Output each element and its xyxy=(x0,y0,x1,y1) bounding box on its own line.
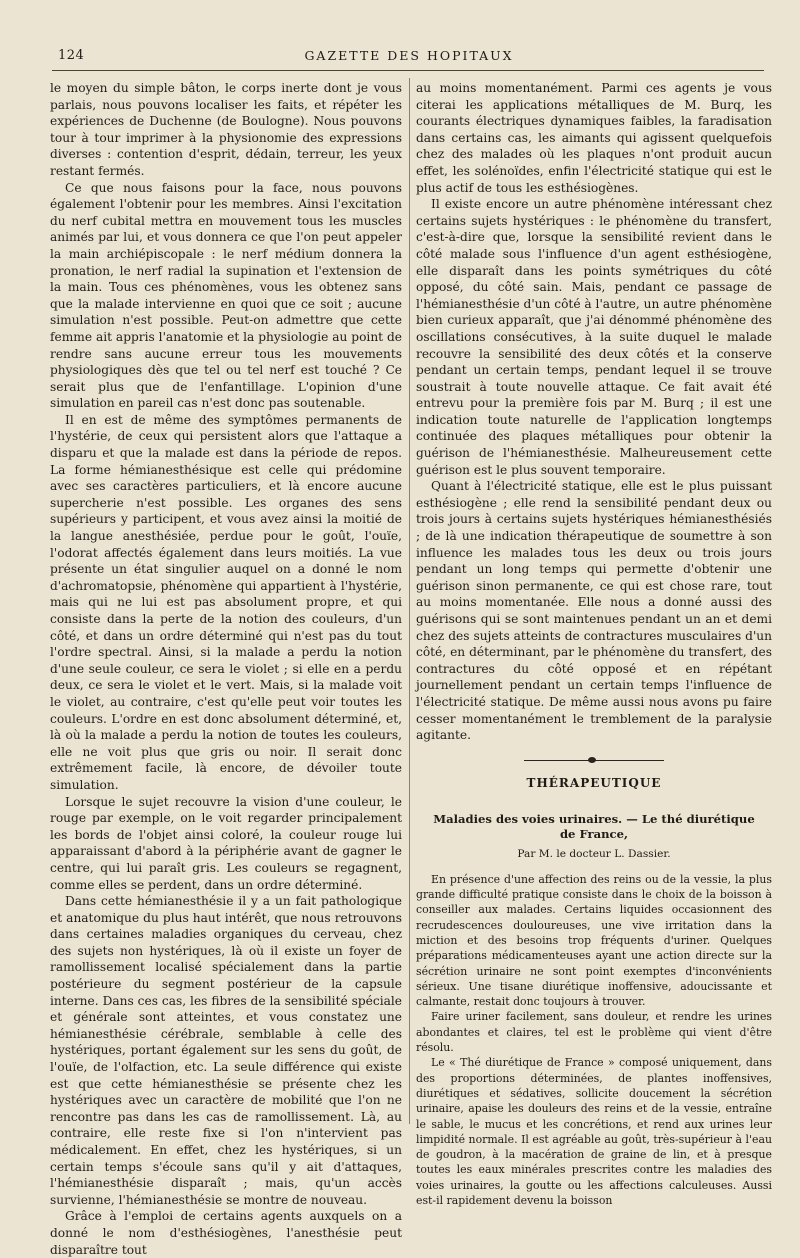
paragraph: Lorsque le sujet recouvre la vision d'une couleur, le rouge par exemple, on le voit regarder principalement les bords de l'objet ainsi coloré, la couleur rouge lui apparaissant d'abord à la périphérie avant de gagner le centre, qui lui paraît gris. Les couleurs se regagnent, comme elles se perdent, dans un ordre déterminé. xyxy=(50,794,402,892)
column-divider xyxy=(409,78,410,1124)
separator-ornament xyxy=(588,757,596,763)
therapeutics-article xyxy=(416,872,772,1209)
right-column xyxy=(416,80,772,1208)
paragraph: Il en est de même des symptômes permanents de l'hystérie, de ceux qui persistent alors que l'attaque a disparu et que la malade est dans la période de repos. La forme hémianesthésique est celle qui prédomine avec ses caractères particuliers, et là encore aucune supercherie n'est possible. Les organes des sens supérieurs y participent, et vous avez ainsi la moitié de la langue anesthésiée, perdue pour le goût, l'ouïe, l'odorat affectés également dans leurs moitiés. La vue présente un état singulier auquel on a donné le nom d'achromatopsie, phénomène qui appartient à l'hystérie, mais qui ne lui est pas absolument propre, et qui consiste dans la perte de la notion des couleurs, d'un côté, et dans un ordre déterminé qui n'est pas du tout l'ordre spectral. Ainsi, si la malade a perdu la notion d'une seule couleur, ce sera le violet ; si elle en a perdu deux, ce sera le violet et le vert. Mais, si la malade voit le violet, au contraire, c'est qu'elle peut voir toutes les couleurs. L'ordre en est donc absolument déterminé, et, là où la malade a perdu la notion de toutes les couleurs, elle ne voit plus que gris ou noir. Il serait donc extrêmement facile, là encore, de dévoiler toute simulation. xyxy=(50,412,402,792)
article-title-line: Maladies des voies urinaires. — Le thé diurétique xyxy=(433,811,755,826)
continued-article xyxy=(416,80,772,744)
page-number: 124 xyxy=(58,48,85,63)
journal-title: GAZETTE DES HOPITAUX xyxy=(304,48,514,63)
paragraph: au moins momentanément. Parmi ces agents je vous citerai les applications métalliques de M. Burq, les courants électriques dynamiques faibles, la faradisation dans certains cas, les aimants qui agissent quelquefois chez des malades où les plaques n'ont produit aucun effet, les solénoïdes, enfin l'électricité statique qui est le plus actif de tous les esthésiogènes. xyxy=(416,81,772,195)
article-byline: Par M. le docteur L. Dassier. xyxy=(517,847,671,860)
paragraph: En présence d'une affection des reins ou de la vessie, la plus grande difficulté pratique consiste dans le choix de la boisson à conseiller aux malades. Certains liquides occasionnent des recrudescences douloureuses, une vive irritation dans la miction et des besoins trop fréquents d'uriner. Quelques préparations médicamenteuses ayant une action directe sur la sécrétion urinaire ne sont point exemptes d'inconvénients sérieux. Une tisane diurétique inoffensive, adoucissante et calmante, restait donc toujours à trouver. xyxy=(416,872,772,1009)
section-separator xyxy=(524,758,664,764)
paragraph: Faire uriner facilement, sans douleur, et rendre les urines abondantes et claires, tel est le problème qui vient d'être résolu. xyxy=(416,1010,772,1055)
paragraph: Grâce à l'emploi de certains agents auxquels on a donné le nom d'esthésiogènes, l'anesthésie peut disparaître tout xyxy=(50,1209,402,1257)
header-rule xyxy=(52,70,764,71)
article-title-line: de France, xyxy=(559,826,629,841)
paragraph: Ce que nous faisons pour la face, nous pouvons également l'obtenir pour les membres. Ainsi l'excitation du nerf cubital mettra en mouvement tous les muscles animés par lui, et vous donnera ce que l'on peut appeler la main archiépiscopale : le nerf médium donnera la pronation, le nerf radial la supination et l'extension de la main. Tous ces phénomènes, vous les obtenez sans que la malade intervienne en quoi que ce soit ; aucune simulation n'est possible. Peut-on admettre que cette femme ait appris l'anatomie et la physiologie au point de rendre sans aucune erreur tous les mouvements physiologiques dès que tel ou tel nerf est touché ? Ce serait plus que de l'enfantillage. L'opinion d'une simulation en pareil cas n'est donc pas soutenable. xyxy=(50,180,402,411)
left-column xyxy=(50,80,402,1258)
paragraph: Il existe encore un autre phénomène intéressant chez certains sujets hystériques : le phénomène du transfert, c'est-à-dire que, lorsque la sensibilité revient dans le côté malade sous l'influence d'un agent esthésiogène, elle disparaît dans les points symétriques du côté opposé, du côté sain. Mais, pendant ce passage de l'hémianesthésie d'un côté à l'autre, un autre phénomène bien curieux apparaît, que j'ai dénommé phénomène des oscillations consécutives, à la suite duquel le malade recouvre la sensibilité des deux côtés et la conserve pendant un certain temps, pendant lequel il se trouve soustrait à toute nouvelle attaque. Ce fait avait été entrevu pour la première fois par M. Burq ; il est une indication toute naturelle de l'application longtemps continuée des plaques métalliques pour obtenir la guérison de l'hémianesthésie. Malheureusement cette guérison est le plus souvent temporaire. xyxy=(416,197,772,477)
paragraph: Dans cette hémianesthésie il y a un fait pathologique et anatomique du plus haut intérêt, que nous retrouvons dans certaines maladies organiques du cerveau, chez des sujets non hystériques, là où il existe un foyer de ramollissement localisé spécialement dans la partie postérieure du segment postérieur de la capsule interne. Dans ces cas, les fibres de la sensibilité spéciale et générale sont atteintes, et vous constatez une hémianesthésie cérébrale, semblable à celle des hystériques, portant également sur les sens du goût, de l'ouïe, de l'olfaction, etc. La seule différence qui existe est que cette hémianesthésie se présente chez les hystériques avec un caractère de mobilité que l'on ne rencontre pas dans les cas de ramollissement. Là, au contraire, elle reste fixe si l'on n'intervient pas médicalement. En effet, chez les hystériques, si un certain temps s'écoule sans qu'il y ait d'attaques, l'hémianesthésie disparaît ; mais, qu'un accès survienne, l'hémianesthésie se montre de nouveau. xyxy=(50,894,402,1207)
page-header xyxy=(58,48,760,68)
paragraph: le moyen du simple bâton, le corps inerte dont je vous parlais, nous pouvons localiser les faits, et répéter les expériences de Duchenne (de Boulogne). Nous pouvons tour à tour imprimer à la physionomie des expressions diverses : contention d'esprit, dédain, terreur, les yeux restant fermés. xyxy=(50,81,402,178)
article-title xyxy=(416,812,772,842)
paragraph: Quant à l'électricité statique, elle est le plus puissant esthésiogène ; elle rend la sensibilité pendant deux ou trois jours à certains sujets hystériques hémianesthésiés ; de là une indication thérapeutique de soumettre à son influence les malades tous les deux ou trois jours pendant un long temps qui permette d'obtenir une guérison sinon permanente, ce qui est chose rare, tout au moins momentanée. Elle nous a donné aussi des guérisons qui se sont maintenues pendant un an et demi chez des sujets atteints de contractures musculaires d'un côté, en déterminant, par le phénomène du transfert, des contractures du côté opposé et en répétant journellement pendant un certain temps l'influence de l'électricité statique. De même aussi nous avons pu faire cesser momentanément le tremblement de la paralysie agitante. xyxy=(416,479,772,743)
paragraph: Le « Thé diurétique de France » composé uniquement, dans des proportions déterminées, de plantes inoffensives, diurétiques et sédatives, sollicite doucement la sécrétion urinaire, apaise les douleurs des reins et de la vessie, entraîne le sable, le mucus et les concrétions, et rend aux urines leur limpidité normale. Il est agréable au goût, très-supérieur à l'eau de goudron, à la macération de graine de lin, et à presque toutes les eaux minérales prescrites contre les maladies des voies urinaires, la goutte ou les affections calculeuses. Aussi est-il rapidement devenu la boisson xyxy=(416,1056,772,1207)
section-heading: THÉRAPEUTIQUE xyxy=(526,775,662,790)
